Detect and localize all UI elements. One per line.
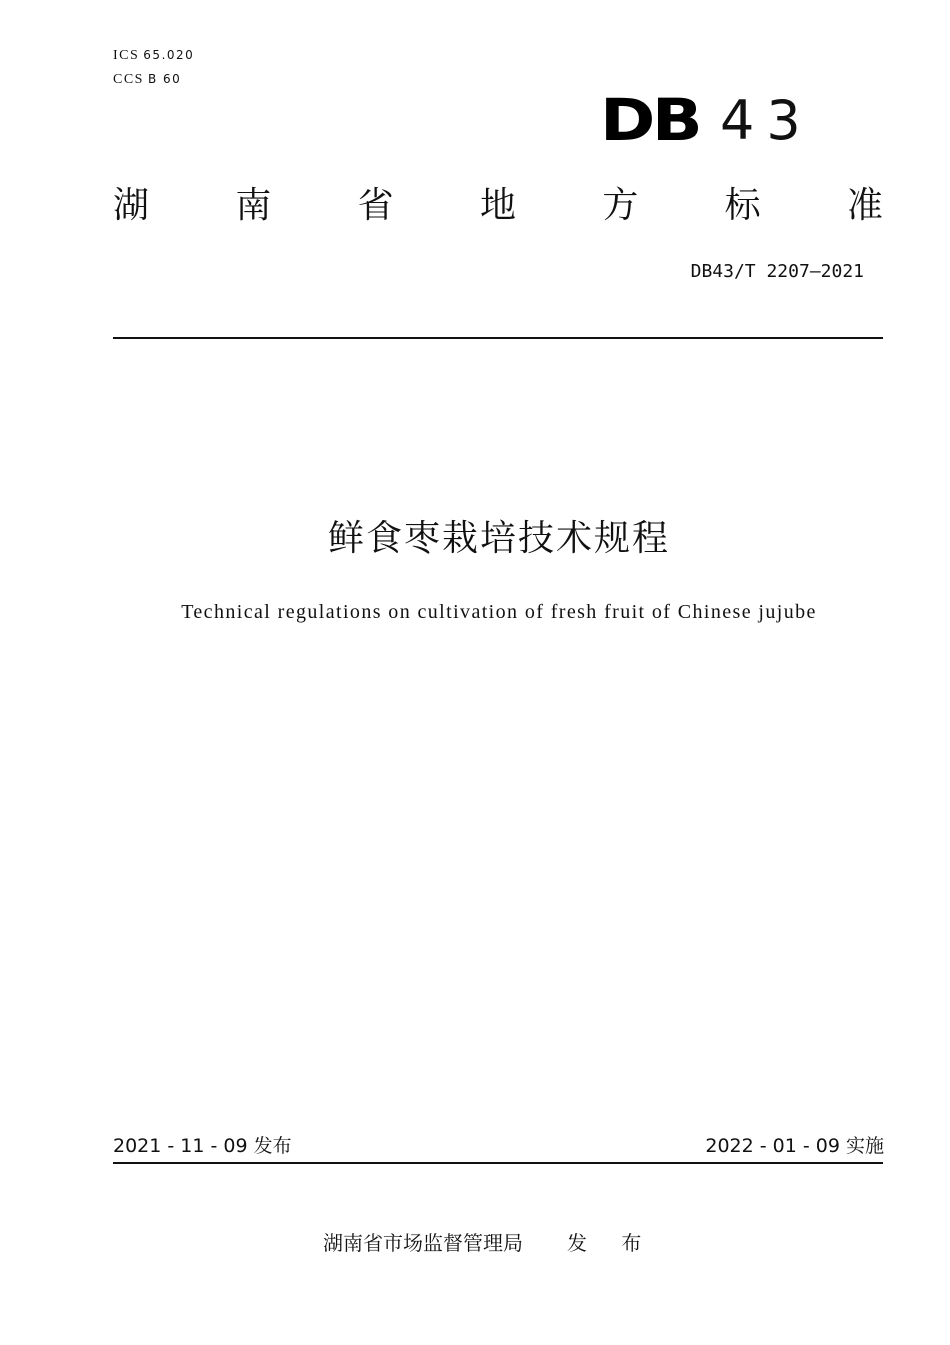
- standard-type-char: 方: [602, 185, 639, 226]
- top-divider: [113, 337, 883, 339]
- issuer-name: 湖南省市场监督管理局: [323, 1231, 523, 1255]
- ics-value: 65.020: [143, 48, 195, 62]
- issuer-verb: 发 布: [567, 1231, 656, 1255]
- ics-label: ICS: [113, 48, 140, 63]
- logo-number: 43: [720, 89, 813, 152]
- bottom-divider: [113, 1162, 883, 1164]
- standard-type-char: 准: [846, 185, 883, 226]
- issuer-line: [323, 1229, 655, 1257]
- ics-code: [113, 46, 194, 65]
- standard-type-char: 地: [479, 185, 516, 226]
- standard-type-char: 标: [724, 185, 761, 226]
- document-title-cn: 鲜食枣栽培技术规程: [327, 518, 670, 559]
- logo-letters: DB: [600, 86, 700, 154]
- db-logo: [600, 86, 813, 154]
- effective-date: 2022 - 01 - 09 实施: [705, 1135, 884, 1157]
- standard-code: DB43/T 2207—2021: [690, 261, 864, 282]
- standard-type-char: 南: [235, 185, 272, 226]
- standard-type-char: 省: [357, 185, 394, 226]
- ccs-code: [113, 70, 181, 89]
- ccs-value: B 60: [147, 72, 182, 86]
- standard-type-title: [113, 178, 883, 234]
- ccs-label: CCS: [113, 72, 144, 87]
- document-title-en: Technical regulations on cultivation of fresh fruit of Chinese jujube: [181, 601, 817, 623]
- standard-type-char: 湖: [113, 185, 150, 226]
- publish-date: 2021 - 11 - 09 发布: [113, 1135, 292, 1157]
